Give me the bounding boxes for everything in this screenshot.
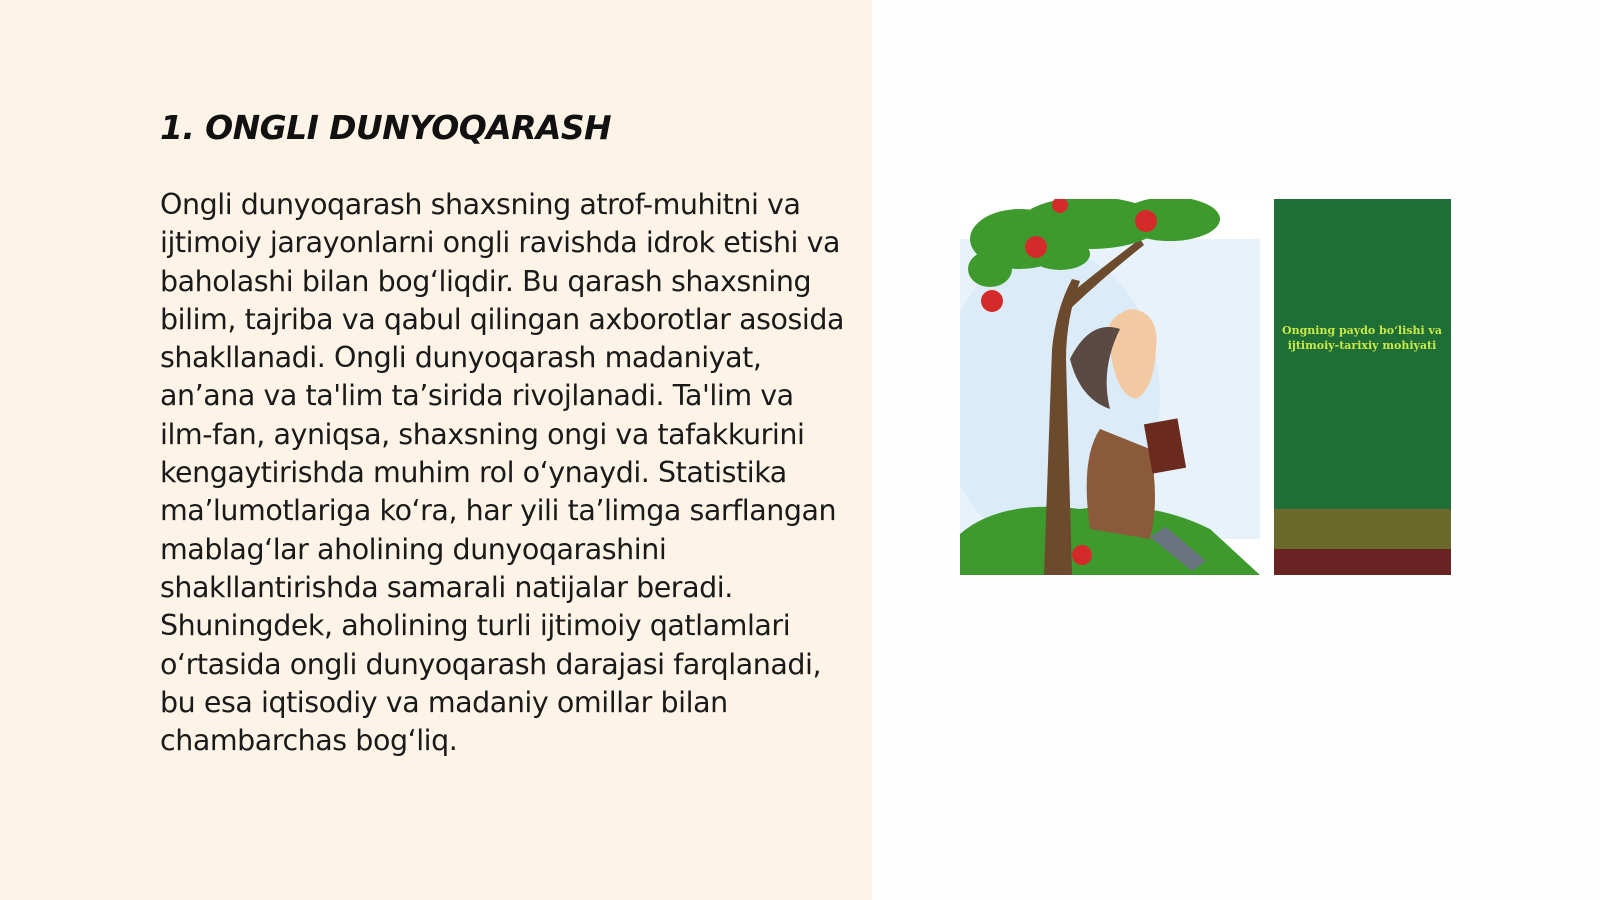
- book-cover: [1274, 199, 1451, 509]
- slide-body-text: Ongli dunyoqarash shaxsning atrof-muhitni va ijtimoiy jarayonlarni ongli ravishda idrok etishi va baholashi bilan bog‘liqdir. Bu qarash shaxsning bilim, tajriba va qabul qilingan axborotlar asosida shakllanadi. Ongli dunyoqarash madaniyat, an’ana va ta'lim ta’sirida rivojlanadi. Ta'lim va ilm-fan, ayniqsa, shaxsning ongi va tafakkurini kengaytirishda muhim rol o‘ynaydi. Statistika ma’lumotlariga ko‘ra, har yili ta’limga sarflangan mablag‘lar aholining dunyoqarashini shakllantirishda samarali natijalar beradi. Shuningdek, aholining turli ijtimoiy qatlamlari o‘rtasida ongli dunyoqarash darajasi farqlanadi, bu esa iqtisodiy va madaniy omillar bilan chambarchas bog‘liq.: [160, 188, 845, 758]
- book-cover-band-olive: [1274, 509, 1451, 549]
- book-cover-title: Ongning paydo bo‘lishi va ijtimoiy-tarixiy mohiyati: [1282, 324, 1442, 352]
- illustration-image: [960, 199, 1451, 575]
- book-cover-band-maroon: [1274, 549, 1451, 575]
- illustration-graphic: [960, 199, 1451, 575]
- slide-title: 1. ONGLI DUNYOQARASH: [160, 108, 612, 147]
